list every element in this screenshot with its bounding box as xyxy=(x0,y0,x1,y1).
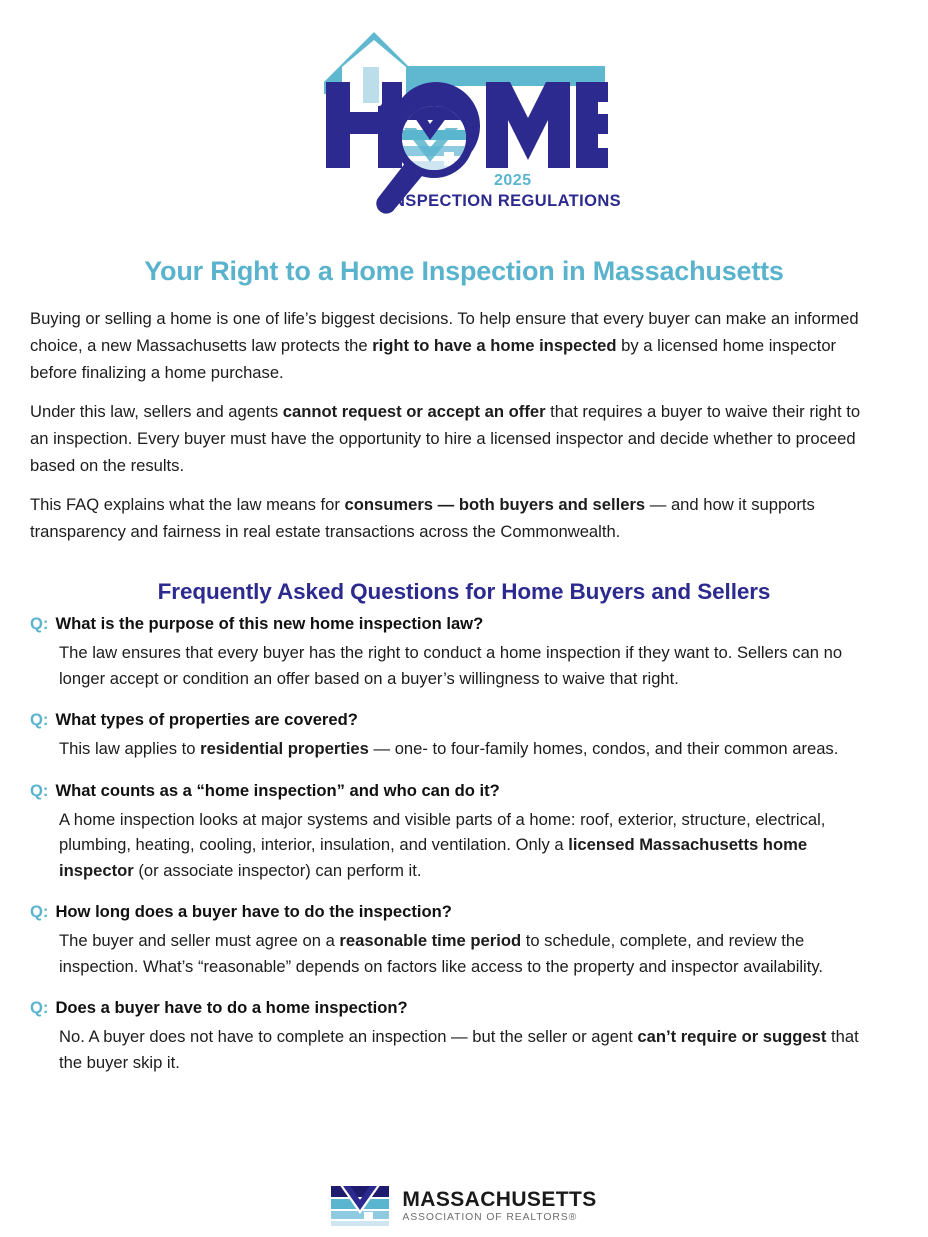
faq-question-text: How long does a buyer have to do the inspection? xyxy=(55,902,452,921)
faq-answer-part-c: (or associate inspector) can perform it. xyxy=(133,860,422,880)
faq-question-row xyxy=(30,612,880,636)
faq-answer-text xyxy=(59,807,880,884)
logo-year: 2025 xyxy=(494,172,532,189)
q-marker: Q: xyxy=(30,998,49,1017)
home-inspection-regulations-logo xyxy=(318,22,622,212)
faq-answer-bold: residential properties xyxy=(200,739,369,758)
faq-question-text: What is the purpose of this new home inspection law? xyxy=(55,614,484,633)
q-marker: Q: xyxy=(30,614,49,633)
faq-item xyxy=(30,612,880,691)
faq-question-text: What counts as a “home inspection” and who can do it? xyxy=(55,780,500,800)
faq-answer-text xyxy=(59,1024,880,1075)
faq-question-row xyxy=(30,708,880,732)
intro-paragraph-2 xyxy=(30,398,875,479)
faq-answer-bold: licensed Massachusetts home inspector xyxy=(59,835,808,880)
footer-logo-block xyxy=(0,1186,928,1226)
faq-answer-text xyxy=(59,640,880,691)
faq-section-heading: Frequently Asked Questions for Home Buyers and Sellers xyxy=(157,578,771,604)
faq-item xyxy=(30,996,880,1075)
faq-answer-part-a: The buyer and seller must agree on a xyxy=(59,931,340,950)
mar-stripes-icon xyxy=(331,1186,389,1226)
footer-org-name: MASSACHUSETTS xyxy=(402,1187,597,1211)
intro-p1-bold: right to have a home inspected xyxy=(372,336,617,355)
intro-p1-part-a: Buying or selling a home is one of life’s biggest decisions. To help ensure that every buyer can make an informed choice, a new Massachusetts law protects the xyxy=(30,309,859,355)
intro-p2-part-a: Under this law, sellers and agents xyxy=(30,402,283,421)
faq-answer-part-c: to schedule, complete, and review the inspection. What’s “reasonable” depends on factors like access to the property and inspector availability. xyxy=(59,931,824,976)
faq-answer-part-c: — one- to four-family homes, condos, and their common areas. xyxy=(368,739,839,758)
faq-answer-part-c: that the buyer skip it. xyxy=(59,1027,859,1072)
faq-answer-part-a: The law ensures that every buyer has the right to conduct a home inspection if they want to. Sellers can no longer accept or condition an offer based on a buyer’s willingness to waive that right. xyxy=(59,643,843,688)
faq-answer-bold: reasonable time period xyxy=(339,931,522,950)
faq-question-row xyxy=(30,996,880,1020)
faq-item xyxy=(30,708,880,762)
faq-answer-text xyxy=(59,928,880,979)
intro-p3-part-a: This FAQ explains what the law means for xyxy=(30,495,345,514)
header-logo-block xyxy=(0,0,928,218)
logo-subtitle: INSPECTION REGULATIONS xyxy=(388,192,622,210)
intro-p2-bold: cannot request or accept an offer xyxy=(282,402,546,421)
intro-p1-part-c: by a licensed home inspector before finalizing a home purchase. xyxy=(30,336,837,382)
intro-section xyxy=(30,305,875,557)
faq-question-row xyxy=(30,900,880,924)
intro-paragraph-1 xyxy=(30,305,875,386)
faq-answer-bold: can’t require or suggest xyxy=(637,1027,827,1046)
faq-answer-text xyxy=(59,736,880,762)
page-title: Your Right to a Home Inspection in Massachusetts xyxy=(144,256,784,287)
faq-list xyxy=(30,612,880,1092)
faq-answer-part-a: No. A buyer does not have to complete an inspection — but the seller or agent xyxy=(59,1027,638,1046)
q-marker: Q: xyxy=(30,710,49,729)
intro-p2-part-c: that requires a buyer to waive their right to an inspection. Every buyer must have the opportunity to hire a licensed inspector and decide whether to proceed based on the results. xyxy=(30,402,861,475)
q-marker: Q: xyxy=(30,902,49,921)
faq-item xyxy=(30,900,880,979)
q-marker: Q: xyxy=(30,780,49,800)
intro-p3-bold: consumers — both buyers and sellers xyxy=(344,495,646,514)
intro-paragraph-3 xyxy=(30,491,875,545)
faq-answer-part-a: This law applies to xyxy=(59,739,201,758)
faq-item xyxy=(30,779,880,884)
faq-question-text: What types of properties are covered? xyxy=(55,710,358,729)
intro-p3-part-c: — and how it supports transparency and fairness in real estate transactions across the Commonwealth. xyxy=(30,495,815,541)
footer-org-subtitle: ASSOCIATION OF REALTORS® xyxy=(402,1211,578,1223)
faq-answer-part-a: A home inspection looks at major systems and visible parts of a home: roof, exterior, structure, electrical, plumbing, heating, cooling, interior, insulation, and ventilation. Only a xyxy=(59,809,826,854)
faq-question-row xyxy=(30,779,880,803)
footer-org-text xyxy=(402,1189,596,1223)
faq-question-text: Does a buyer have to do a home inspection? xyxy=(55,998,408,1017)
